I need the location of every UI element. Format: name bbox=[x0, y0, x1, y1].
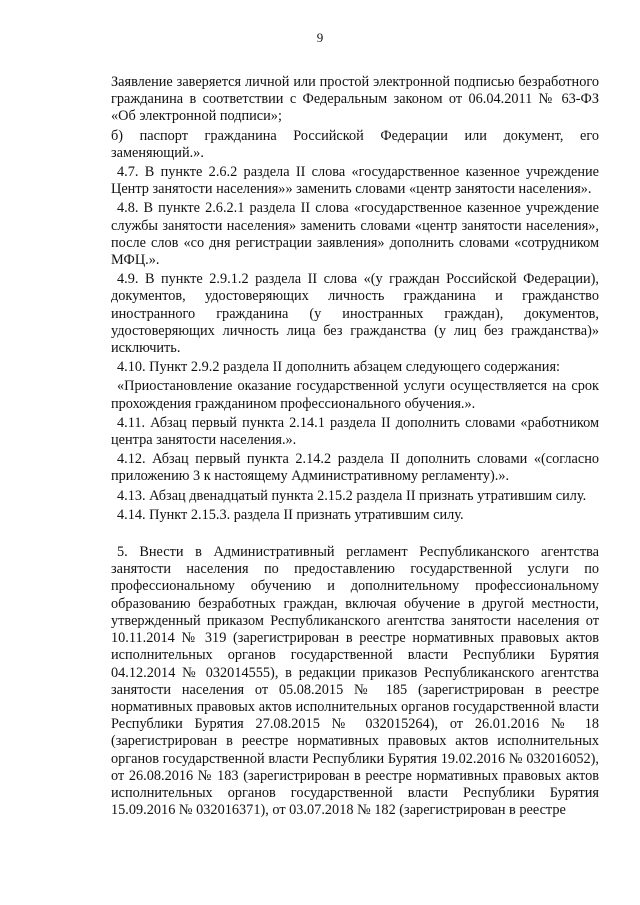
paragraph-4-9: 4.9. В пункте 2.9.1.2 раздела II слова «(у граждан Российской Федерации), документов, удостоверяющих личность гражданина и гражданство иностранного гражданина (у иностранных граждан), документов, удостоверяющих личность лица без гражданства (у лиц без гражданства)» исключить. bbox=[111, 271, 599, 357]
paragraph-4-10-quote: «Приостановление оказание государственной услуги осуществляется на срок прохождения гражданином профессионального обучения.». bbox=[111, 378, 599, 412]
paragraph-4-11: 4.11. Абзац первый пункта 2.14.1 раздела II дополнить словами «работником центра занятости населения.». bbox=[111, 414, 599, 449]
paragraph-4-13: 4.13. Абзац двенадцатый пункта 2.15.2 раздела II признать утратившим силу. bbox=[117, 487, 587, 504]
paragraph-4-14: 4.14. Пункт 2.15.3. раздела II признать утратившим силу. bbox=[117, 506, 464, 523]
paragraph-passport: б) паспорт гражданина Российской Федерации или документ, его заменяющий.». bbox=[111, 127, 599, 161]
document-body bbox=[111, 74, 599, 821]
section-spacer bbox=[111, 526, 599, 544]
paragraph-4-7: 4.7. В пункте 2.6.2 раздела II слова «государственное казенное учреждение Центр занятости населения»» заменить словами «центр занятости населения». bbox=[111, 164, 599, 198]
paragraph-4-8: 4.8. В пункте 2.6.2.1 раздела II слова «государственное казенное учреждение службы занятости населения» заменить словами «центр занятости населения», после слов «со дня регистрации заявления» дополнить словами «сотрудником МФЦ.». bbox=[111, 200, 599, 269]
paragraph-5: 5. Внести в Административный регламент Республиканского агентства занятости населения по предоставлению государственной услуги по профессиональному обучению и дополнительному профессиональному образованию безработных граждан, включая обучение в другой местности, утвержденный приказом Республиканского агентства занятости населения от 10.11.2014 № 319 (зарегистрирован в реестре нормативных правовых актов исполнительных органов государственной власти Республики Бурятия 04.12.2014 № 032014555), в редакции приказов Республиканского агентства занятости населения от 05.08.2015 № 185 (зарегистрирован в реестре нормативных правовых актов исполнительных органов государственной власти Республики Бурятия 27.08.2015 № 032015264), от 26.01.2016 № 18 (зарегистрирован в реестре нормативных правовых актов исполнительных органов государственной власти Республики Бурятия 19.02.2016 № 032016052), от 26.08.2016 № 183 (зарегистрирован в реестре нормативных правовых актов исполнительных органов государственной власти Республики Бурятия 15.09.2016 № 032016371), от 03.07.2018 № 182 (зарегистрирован в реестре bbox=[111, 544, 599, 819]
paragraph-signature-note: Заявление заверяется личной или простой электронной подписью безработного гражданина в соответствии с Федеральным законом от 06.04.2011 № 63-ФЗ «Об электронной подписи»; bbox=[111, 74, 599, 125]
paragraph-4-10: 4.10. Пункт 2.9.2 раздела II дополнить абзацем следующего содержания: bbox=[117, 359, 560, 376]
paragraph-4-12: 4.12. Абзац первый пункта 2.14.2 раздела II дополнить словами «(согласно приложению 3 к настоящему Административному регламенту).». bbox=[111, 451, 599, 485]
page-number: 9 bbox=[316, 30, 324, 45]
